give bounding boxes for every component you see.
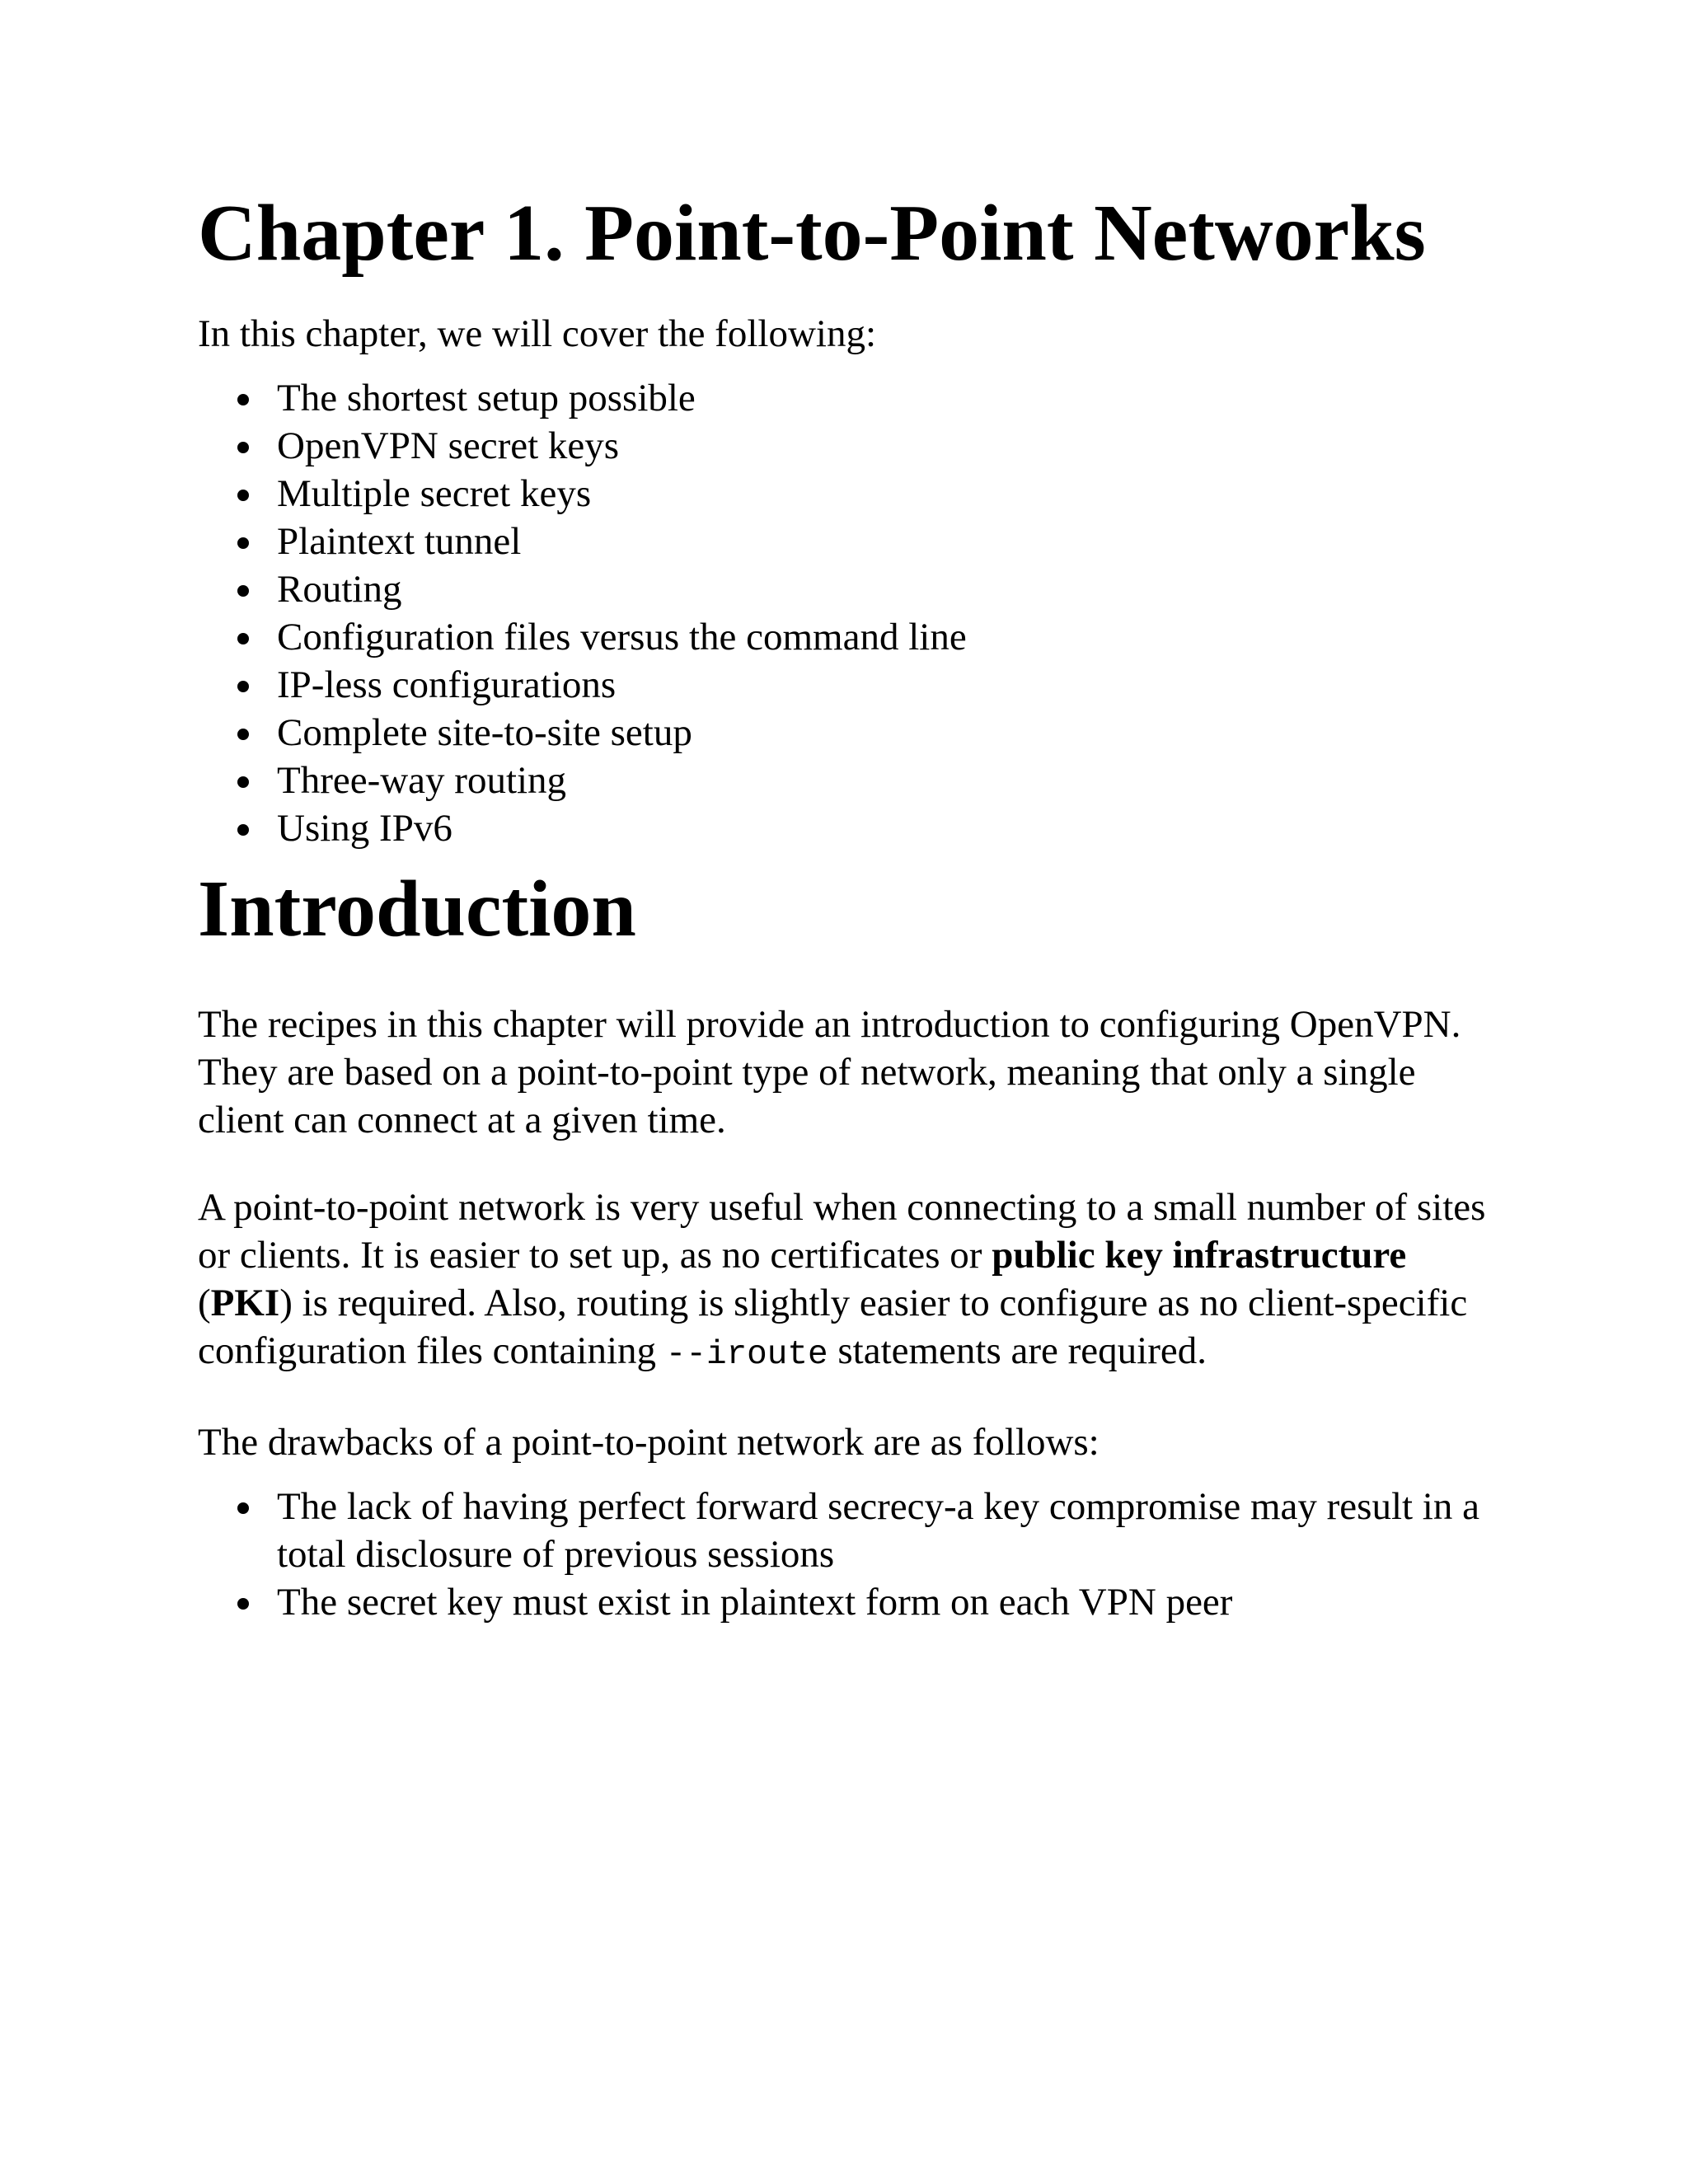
list-item	[198, 470, 1500, 518]
document-page	[198, 190, 1500, 1626]
section-title-introduction: Introduction	[198, 864, 636, 954]
bullet-icon	[237, 394, 249, 405]
list-item	[198, 661, 1500, 709]
list-item	[198, 613, 1500, 661]
drawbacks-list	[198, 1483, 1500, 1626]
bullet-icon	[237, 776, 249, 788]
term-pki-expanded: public key infrastructure	[992, 1233, 1407, 1277]
paragraph-text: statements are required.	[828, 1329, 1207, 1372]
list-item	[198, 757, 1500, 804]
bullet-icon	[237, 537, 249, 549]
list-item-text: Plaintext tunnel	[277, 519, 522, 563]
list-item-text: IP-less configurations	[277, 663, 617, 706]
list-item	[198, 565, 1500, 613]
list-item	[198, 374, 1500, 422]
list-item-text: Three-way routing	[277, 758, 567, 802]
list-item-text: Using IPv6	[277, 806, 452, 850]
intro-paragraph-3: The drawbacks of a point-to-point network are as follows:	[198, 1420, 1100, 1464]
list-item	[198, 1578, 1500, 1626]
bullet-icon	[237, 824, 249, 836]
list-item	[198, 518, 1500, 565]
term-pki: PKI	[210, 1281, 280, 1324]
paragraph-text: (	[198, 1281, 211, 1324]
intro-paragraph-2	[198, 1183, 1500, 1379]
bullet-icon	[237, 633, 249, 644]
bullet-icon	[237, 1598, 249, 1610]
list-item	[198, 709, 1500, 757]
topics-list	[198, 374, 1500, 852]
paragraph-text: ) is required. Also, routing is slightly easier to configure as no client-specific configuration files containing	[198, 1281, 1468, 1372]
list-item-text: The lack of having perfect forward secrecy-a key compromise may result in a total disclosure of previous sessions	[277, 1484, 1479, 1576]
list-item	[198, 422, 1500, 470]
list-item-text: The shortest setup possible	[277, 376, 696, 419]
bullet-icon	[237, 681, 249, 692]
list-item-text: Configuration files versus the command line	[277, 615, 967, 658]
list-item-text: The secret key must exist in plaintext form on each VPN peer	[277, 1580, 1233, 1624]
chapter-title: Chapter 1. Point-to-Point Networks	[198, 189, 1426, 278]
list-item-text: Complete site-to-site setup	[277, 710, 692, 754]
bullet-icon	[237, 490, 249, 501]
bullet-icon	[237, 442, 249, 453]
paragraph-text: A point-to-point network is very useful when connecting to a small number of sites or clients. It is easier to set up, as no certificates or	[198, 1185, 1486, 1277]
list-item	[198, 1483, 1500, 1578]
bullet-icon	[237, 585, 249, 597]
bullet-icon	[237, 1502, 249, 1514]
intro-paragraph-1: The recipes in this chapter will provide an introduction to configuring OpenVPN. They are based on a point-to-point type of network, meaning that only a single client can connect at a given time.	[198, 1002, 1461, 1141]
inline-code-iroute: --iroute	[665, 1335, 828, 1374]
list-item-text: Routing	[277, 567, 402, 611]
list-item-text: OpenVPN secret keys	[277, 424, 620, 467]
list-item-text: Multiple secret keys	[277, 471, 592, 515]
list-item	[198, 804, 1500, 852]
chapter-lead: In this chapter, we will cover the following:	[198, 312, 877, 355]
bullet-icon	[237, 729, 249, 740]
